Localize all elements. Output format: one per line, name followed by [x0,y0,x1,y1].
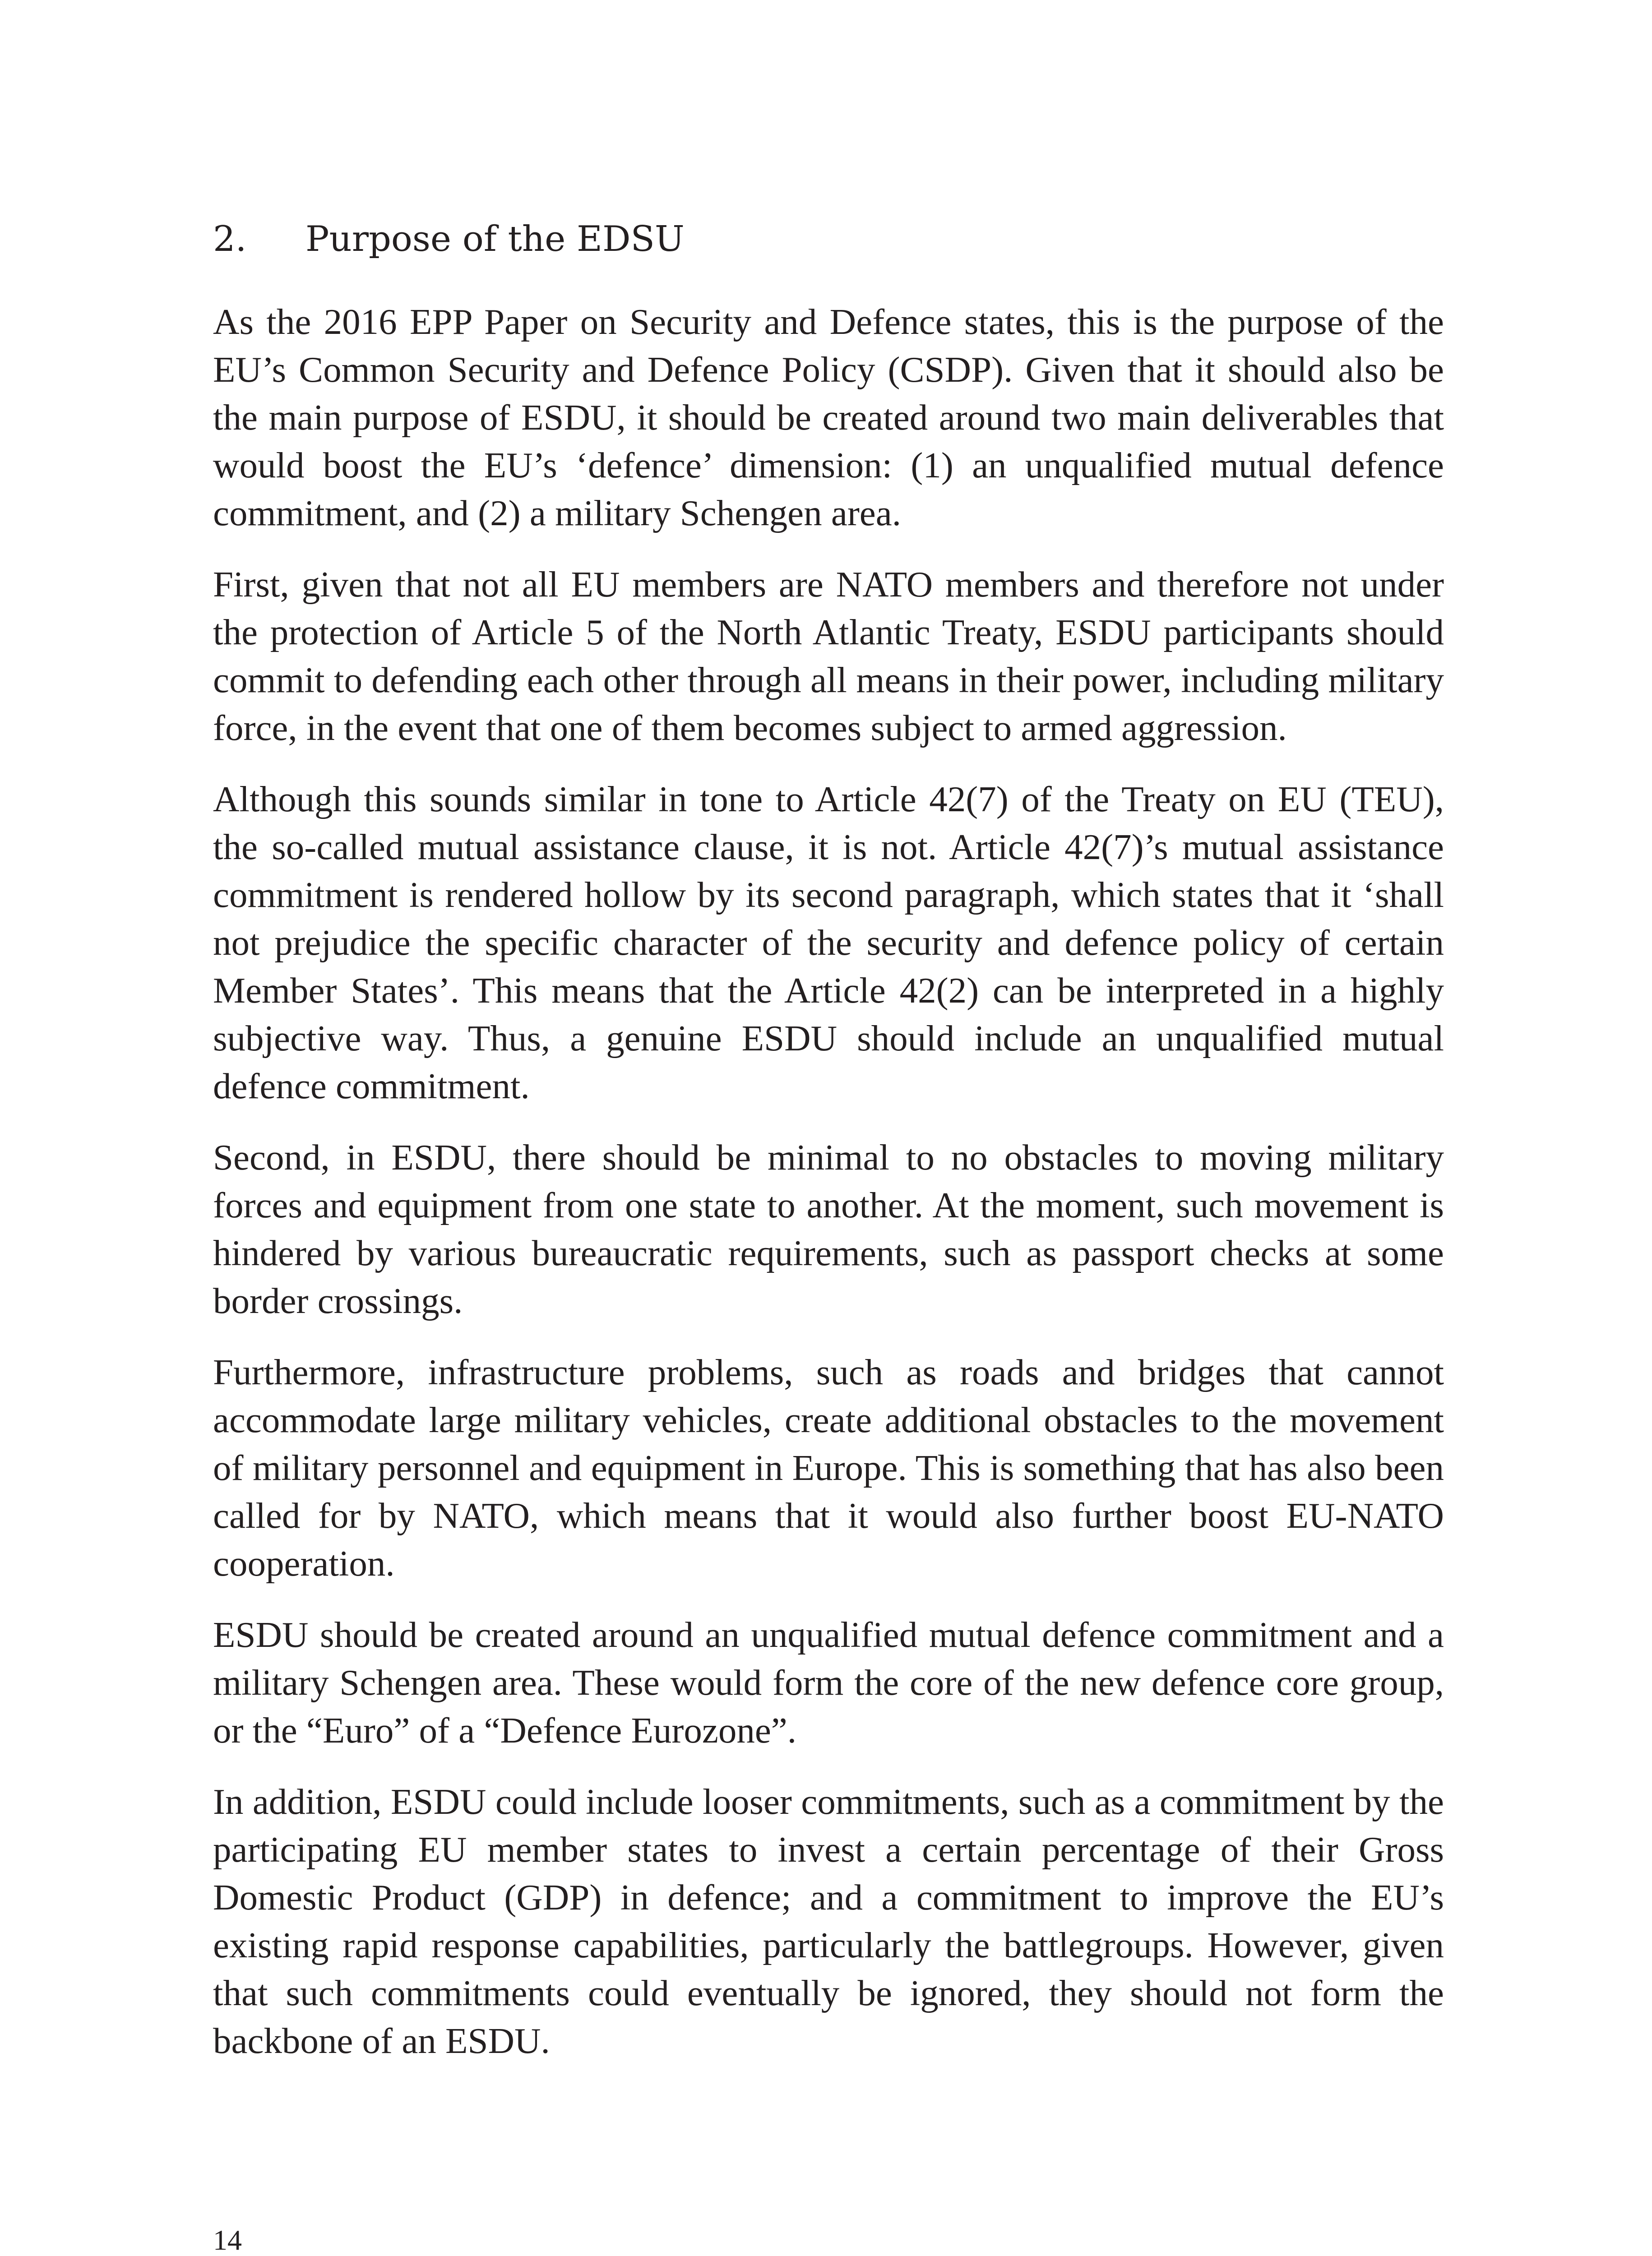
paragraph-5: Furthermore, infrastructure problems, such as roads and bridges that cannot accommodate large military vehicles, create additional obstacles to the movement of military personnel and equipment in Europe. This is something that has also been called for by NATO, which means that it would also further boost EU-NATO cooperation. [213,1352,1444,1584]
section-heading [213,212,1449,266]
paragraph-3: Although this sounds similar in tone to Article 42(7) of the Treaty on EU (TEU), the so-called mutual assistance clause, it is not. Article 42(7)’s mutual assistance commitment is rendered hollow by its second paragraph, which states that it ‘shall not prejudice the specific character of the security and defence policy of certain Member States’. This means that the Article 42(2) can be interpreted in a highly subjective way. Thus, a genuine ESDU should include an unqualified mutual defence commitment. [213,779,1444,1106]
section-title: Purpose of the EDSU [305,219,685,259]
paragraph-1: As the 2016 EPP Paper on Security and Defence states, this is the purpose of the EU’s Common Security and Defence Policy (CSDP). Given that it should also be the main purpose of ESDU, it should be created around two main deliverables that would boost the EU’s ‘defence’ dimension: (1) an unqualified mutual defence commitment, and (2) a military Schengen area. [213,301,1444,533]
body-text [213,298,1444,2088]
paragraph-7: In addition, ESDU could include looser commitments, such as a commitment by the participating EU member states to invest a certain percentage of their Gross Domestic Product (GDP) in defence; and a commitment to improve the EU’s existing rapid response capabilities, particularly the battlegroups. However, given that such commitments could eventually be ignored, they should not form the backbone of an ESDU. [213,1781,1444,2061]
page-number: 14 [213,2224,242,2256]
paragraph-6: ESDU should be created around an unqualified mutual defence commitment and a military Schengen area. These would form the core of the new defence core group, or the “Euro” of a “Defence Eurozone”. [213,1614,1444,1751]
paragraph-4: Second, in ESDU, there should be minimal to no obstacles to moving military forces and equipment from one state to another. At the moment, such movement is hindered by various bureaucratic requirements, such as passport checks at some border crossings. [213,1137,1444,1321]
section-number: 2. [213,219,247,259]
paragraph-2: First, given that not all EU members are NATO members and therefore not under the protection of Article 5 of the North Atlantic Treaty, ESDU participants should commit to defending each other through all means in their power, including military force, in the event that one of them becomes subject to armed aggression. [213,564,1444,748]
